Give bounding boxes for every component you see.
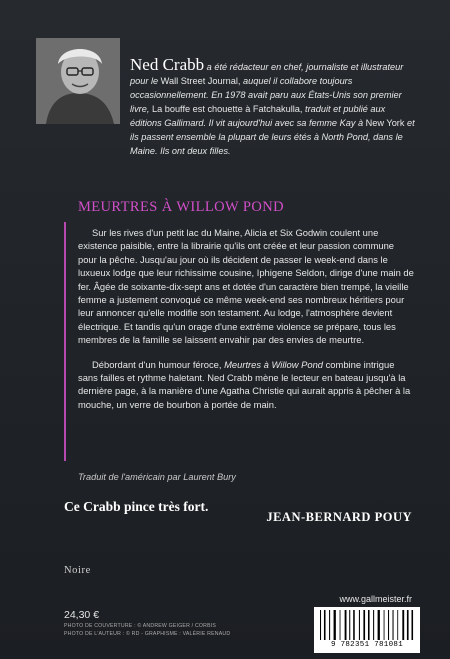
isbn-barcode <box>314 607 420 653</box>
synopsis-paragraph-1: Sur les rives d'un petit lac du Maine, Alicia et Six Godwin coulent une existence paisible, entre la librairie qu'ils ont créée et leur passion commune pour la pêche. Jusqu'au jour où ils décident de passer le week-end dans le luxueux lodge que leur richissime cousine, Iphigene Seldon, dirige d'une main de fer. Âgée de soixante-dix-sept ans et dotée d'un caractère bien trempé, la vieille femme a justement convoqué ce même week-end ses nombreux héritiers pour leur annoncer qu'elle modifie son testament. Au lodge, l'atmosphère devient électrique. Et tandis qu'un orage d'une extrême violence se prépare, tous les membres de la famille se laissent envahir par des envies de meurtre. <box>78 227 414 346</box>
barcode-bar <box>397 610 398 640</box>
bio-first-book: La bouffe est chouette à Fatchakulla, <box>151 104 303 114</box>
book-title: MEURTRES À WILLOW POND <box>78 199 284 215</box>
credit-line-1: PHOTO DE COUVERTURE : © ANDREW GEIGER / CORBIS <box>64 623 217 629</box>
barcode-bar <box>402 610 404 640</box>
barcode-bar <box>329 610 330 640</box>
author-name: Ned Crabb <box>130 55 205 74</box>
barcode-digits: 9 782351 781081 <box>330 641 403 649</box>
bio-city: New York <box>365 118 405 128</box>
para2-intro: Débordant d'un humour féroce, <box>92 358 225 370</box>
author-portrait-image <box>36 38 120 124</box>
barcode-bar <box>373 610 374 640</box>
barcode-bar <box>393 610 394 640</box>
quote-author: JEAN-BERNARD POUY <box>266 510 412 524</box>
collection-name: Noire <box>64 565 91 576</box>
barcode-bar <box>359 610 360 640</box>
barcode-bar <box>412 610 414 640</box>
translator-credit: Traduit de l'américain par Laurent Bury <box>78 472 236 482</box>
photo-credits <box>64 623 264 638</box>
barcode-bar <box>320 610 321 640</box>
barcode-bars <box>318 610 416 640</box>
bio-line1: a été rédacteur en chef, journaliste et illustrateur pour le <box>130 62 404 86</box>
bio-line2: auquel il collabore toujours occasionnellement. En 1978 avait paru aux États-Unis son premier livre, <box>130 76 402 114</box>
para2-book-title: Meurtres à Willow Pond <box>224 358 324 370</box>
bio-wsj: Wall Street Journal, <box>160 76 241 86</box>
barcode-bar <box>353 610 355 640</box>
publisher-website: www.gallmeister.fr <box>339 594 412 604</box>
barcode-bar <box>345 610 347 640</box>
synopsis <box>78 226 414 411</box>
synopsis-paragraph-2 <box>78 358 414 412</box>
bio-rest: traduit et publié aux éditions Gallimard. Il vit aujourd'hui avec sa femme Kay à <box>130 104 386 128</box>
bio-tail: et ils passent ensemble la plupart de leurs étés à North Pond, dans le Maine. Ils ont deux filles. <box>130 118 415 156</box>
barcode-bar <box>384 610 385 640</box>
para2-rest: combine intrigue sans failles et rythme haletant. Ned Crabb mène le lecteur en bateau jusqu'à la dernière page, à la manière d'une Agatha Christie qui aurait appris à pêcher à la mouche, un verre de bourbon à portée de main. <box>78 358 411 410</box>
barcode-bar <box>378 610 380 640</box>
barcode-bar <box>407 610 409 640</box>
barcode-bar <box>388 610 389 640</box>
press-quote: Ce Crabb pince très fort. <box>64 499 209 514</box>
author-bio <box>130 55 418 158</box>
barcode-bar <box>334 610 336 640</box>
barcode-bar <box>349 610 350 640</box>
price: 24,30 € <box>64 609 100 621</box>
credit-line-2: PHOTO DE L'AUTEUR : © RD - GRAPHISME : VALÉRIE RENAUD <box>64 630 231 637</box>
accent-rule-left <box>64 222 66 461</box>
barcode-bar <box>368 610 370 640</box>
barcode-bar <box>363 610 365 640</box>
author-photo <box>36 38 120 124</box>
barcode-bar <box>340 610 341 640</box>
barcode-bar <box>324 610 326 640</box>
